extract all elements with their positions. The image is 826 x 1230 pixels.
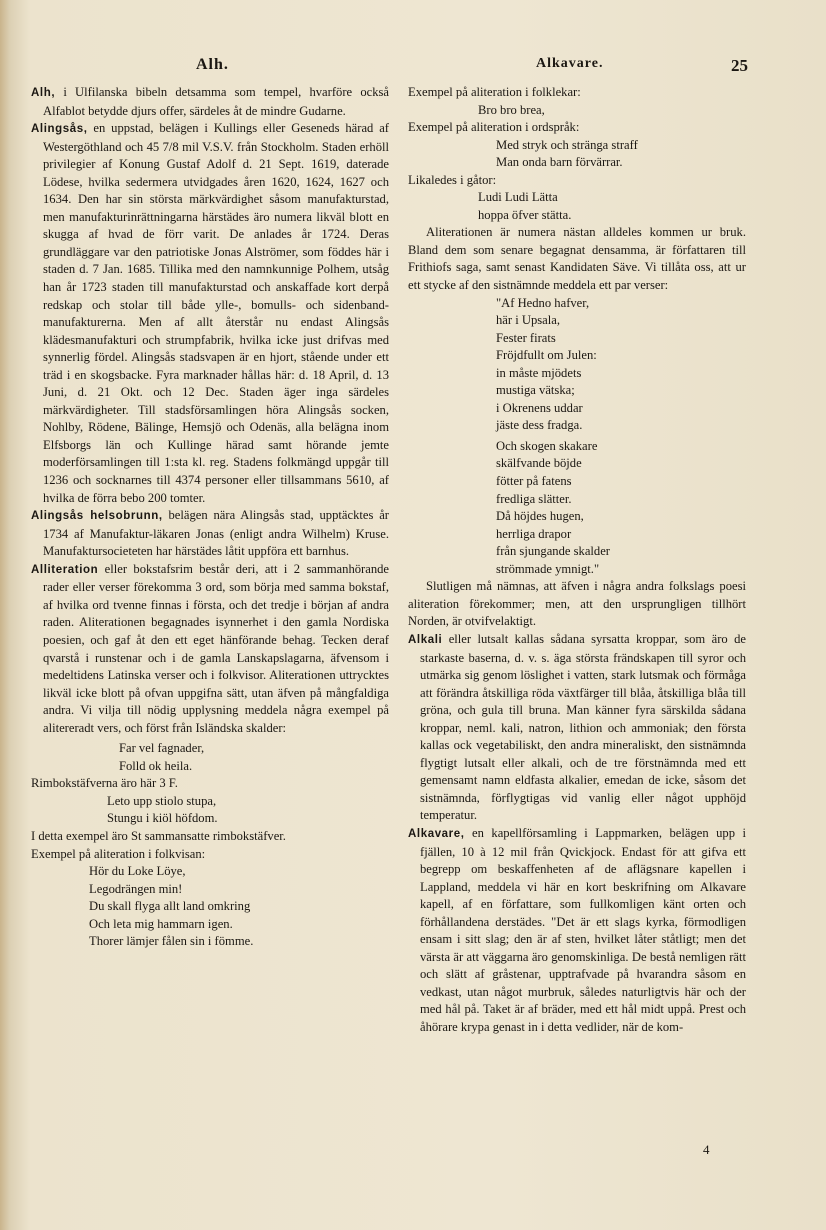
entry-alkali-text: eller lutsalt kallas sådana syrsatta kroppar, som äro de starkaste baserna, d. v. s. äga största frändskapen till syror och utmärka sig genom löslighet i vatten, stark lutsmak och förmåga att förändra åtskilliga röda växtfärger till blåa, åtskilliga blåa till gröna, och gula till bruna. Man känner fyra särskilda sådana kroppar, neml. kali, natron, lithion och ammoniak; den första kallas ock vegetabiliskt, den andra mineraliskt, den sistnämnda flygtigt lutsalt eller alkali, och de tre förstnämnda med ett gemensamt namn eldfasta alkalier, emedan de icke, såsom det sistnämnda, förflygtigas vid vanlig eller något upphöjd temperatur. bbox=[420, 631, 746, 823]
entry-alkavare-text: en kapellförsamling i Lappmarken, belägen upp i fjällen, 10 à 12 mil från Qvickjock. Endast för att gifva ett begrepp om beskaffenheten af de aflägsnare kapellen i Lappland, meddela vi här en kort beskrifning om Alkavare kapell, af en författare, som fullkomligen känt orten och förhållandena derstädes. "Det är ett slags kyrka, förmodligen ensam i sitt slag; den är af sten, hvilket låter ståtligt; men det värsta är att väggarna äro genomskinliga. De bestå nemligen rätt och slätt af gråstenar, upptrafvade på hvarandra såsom en vedkast, utan något murbruk, således naturligtvis här och der med hål på. Taket är af bräder, med ett hål midt uppå. Prest och åhörare krypa genast in i detta vedlider, när de kom- bbox=[420, 825, 746, 1034]
nu-bruk-paragraph: Aliterationen är numera nästan alldeles kommen ur bruk. Bland dem som senare begagnat densamma, är författaren till Frithiofs saga, samt senast Kandidaten Säve. Vi tillåta oss, att ur ett stycke af den sistnämnde meddela ett par verser: bbox=[408, 225, 746, 293]
verse-line: Med stryk och stränga straff bbox=[496, 137, 638, 152]
verse-line: jäste dess fradga. bbox=[496, 418, 583, 433]
verse-line: "Af Hedno hafver, bbox=[496, 295, 590, 310]
left-column bbox=[31, 84, 389, 951]
entry-alh-text: i Ulfilanska bibeln detsamma som tempel, hvarföre också Alfablot betydde djurs offer, särdeles åt de mindre Gudarne. bbox=[43, 85, 389, 118]
verse-line: fredliga slätter. bbox=[496, 491, 572, 506]
verse-line: Du skall flyga allt land omkring bbox=[89, 899, 251, 914]
verse-line: fötter på fatens bbox=[496, 474, 572, 489]
verse-line: Fröjdfullt om Julen: bbox=[496, 348, 597, 363]
verse-line: Leto upp stiolo stupa, bbox=[107, 793, 217, 808]
verse-line: Ludi Ludi Lätta bbox=[478, 190, 558, 205]
right-column bbox=[408, 84, 746, 1037]
verse-line: Man onda barn förvärrar. bbox=[496, 155, 623, 170]
verse-line: Far vel fagnader, bbox=[119, 741, 205, 756]
verse-line: Hör du Loke Löye, bbox=[89, 864, 186, 879]
verse-line: in måste mjödets bbox=[496, 365, 582, 380]
headword-alkavare: Alkavare, bbox=[408, 827, 465, 840]
entry-alkavare bbox=[408, 825, 746, 1037]
ordsprak-intro: Exempel på aliteration i ordspråk: bbox=[408, 120, 580, 135]
running-head-left: Alh. bbox=[196, 56, 229, 73]
entry-alingsas bbox=[31, 120, 389, 507]
entry-helsobrunn bbox=[31, 507, 389, 561]
headword-alingsas: Alingsås, bbox=[31, 123, 88, 136]
verse-line: Och skogen skakare bbox=[496, 438, 598, 453]
headword-alliteration: Alliteration bbox=[31, 563, 99, 576]
verse-line: Och leta mig hammarn igen. bbox=[89, 916, 233, 931]
verse-line: herrliga drapor bbox=[496, 526, 572, 541]
detta-line: I detta exempel äro St sammansatte rimbokstäfver. bbox=[31, 828, 286, 843]
headword-alh: Alh, bbox=[31, 87, 56, 99]
verse-line: i Okrenens uddar bbox=[496, 400, 583, 415]
entry-alliteration-text: eller bokstafsrim består deri, att i 2 sammanhörande rader eller verser förekomma 3 ord, som börja med samma bokstaf, af hvilka ord tvenne finnas i första, och det tredje i början af andra raden. Aliterationen begagnades isynnerhet i den gamla Nordiska poesien, och gaf åt den ett eget hänförande behag. Tecken deraf qvarstå i runstenar och i de gamla Lanskapslagarna, äfvensom i medeltidens Latinska verser och i folkvisor. Aliterationen uttrycktes likväl icke blott på ofvan uppgifna sätt, utan äfven på mångfaldiga andra. Vi vilja till nödig upplysning meddela några exempel på alitereradt vers, och först från Isländska skalder: bbox=[43, 561, 389, 735]
headword-alkali: Alkali bbox=[408, 633, 443, 646]
gator-intro: Likaledes i gåtor: bbox=[408, 172, 497, 187]
entry-alh bbox=[31, 84, 389, 120]
verse-line: skälfvande böjde bbox=[496, 456, 582, 471]
page-number: 25 bbox=[731, 56, 748, 75]
rimbok-line: Rimbokstäfverna äro här 3 F. bbox=[31, 776, 178, 791]
verse-line: här i Upsala, bbox=[496, 313, 560, 328]
verse-line: mustiga vätska; bbox=[496, 383, 575, 398]
verse-line: Stungu i kiöl höfdom. bbox=[107, 811, 218, 826]
verse-line: Bro bro brea, bbox=[478, 102, 545, 117]
verse-line: från sjungande skalder bbox=[496, 544, 611, 559]
verse-line: strömmade ymnigt." bbox=[496, 561, 600, 576]
verse-line: hoppa öfver stätta. bbox=[478, 207, 572, 222]
entry-helsobrunn-text: belägen nära Alingsås stad, upptäcktes år 1734 af Manufaktur-läkaren Jonas (enligt andra Wilhelm) Kruse. Manufaktursocieteten har härstädes låtit uppföra ett barnhus. bbox=[43, 508, 389, 559]
signature-mark: 4 bbox=[703, 1142, 710, 1157]
entry-alingsas-text: en uppstad, belägen i Kullings eller Geseneds härad af Westergöthland och 45 7/8 mil V.S.V. från Stockholm. Staden erhöll privilegier af Konung Gustaf Adolf d. 21 Sept. 1619, daterade Lödese, hvilka sedermera utvidgades åren 1620, 1624, 1627 och 1634. Den har sin största märkvärdighet såsom manufakturstad, men manufakturinrättningarna härstädes äro numera likväl blott en skugga af hvad de förr varit. De anlades år 1724. Deras grundläggare var den patriotiske Jonas Alströmer, som föddes här i staden d. 7 Jan. 1685. Tillika med den namnkunnige Polhem, utsåg han år 1723 staden till manufakturstad och anskaffade kort derpå redskap och stolar till både ylle-, bomulls- och sidenband-manufakturerna. Men af allt återstår nu endast Alingsås klädesmanufakturi och strumpfabrik, hvilka icke just drifvas med synnerlig fördel. Alingsås stadsvapen är en hjort, stående under ett träd i en skogsbacke. Fyra marknader hållas här: d. 18 April, d. 13 Juni, d. 21 Okt. och 12 Dec. Staden äger inga särdeles märkvärdigheter. Till stadsförsamlingen höra Alingsås socken, Nohlby, Rödene, Bälinge, Hemsjö och Odenäs, alla belägna inom Elfsborgs län och Kullinge härad samt hörande jemte moderförsamlingen till 1:sta kl. reg. Stadens folkmängd uppgår till 1236 och socknarnes till 4374 personer eller tillsammans 5610, af hvilka de förra bebo 200 tomter. bbox=[43, 121, 389, 505]
running-head-right: Alkavare. bbox=[536, 56, 604, 71]
verse-line: Fester firats bbox=[496, 330, 556, 345]
folklekar-intro: Exempel på aliteration i folklekar: bbox=[408, 85, 581, 99]
entry-alkali bbox=[408, 631, 746, 825]
verse-line: Folld ok heila. bbox=[119, 758, 193, 773]
slutligen-paragraph: Slutligen må nämnas, att äfven i några andra folkslags poesi aliteration förekommer; men, att den ursprungligen tillhört Norden, är otvifvelaktigt. bbox=[408, 579, 746, 629]
verse-line: Legodrängen min! bbox=[89, 881, 183, 896]
verse-line: Då höjdes hugen, bbox=[496, 509, 584, 524]
entry-alliteration bbox=[31, 561, 389, 737]
folkvisan-intro: Exempel på aliteration i folkvisan: bbox=[31, 846, 206, 861]
verse-line: Thorer lämjer fålen sin i fömme. bbox=[89, 934, 254, 949]
headword-helsobrunn: Alingsås helsobrunn, bbox=[31, 510, 163, 523]
